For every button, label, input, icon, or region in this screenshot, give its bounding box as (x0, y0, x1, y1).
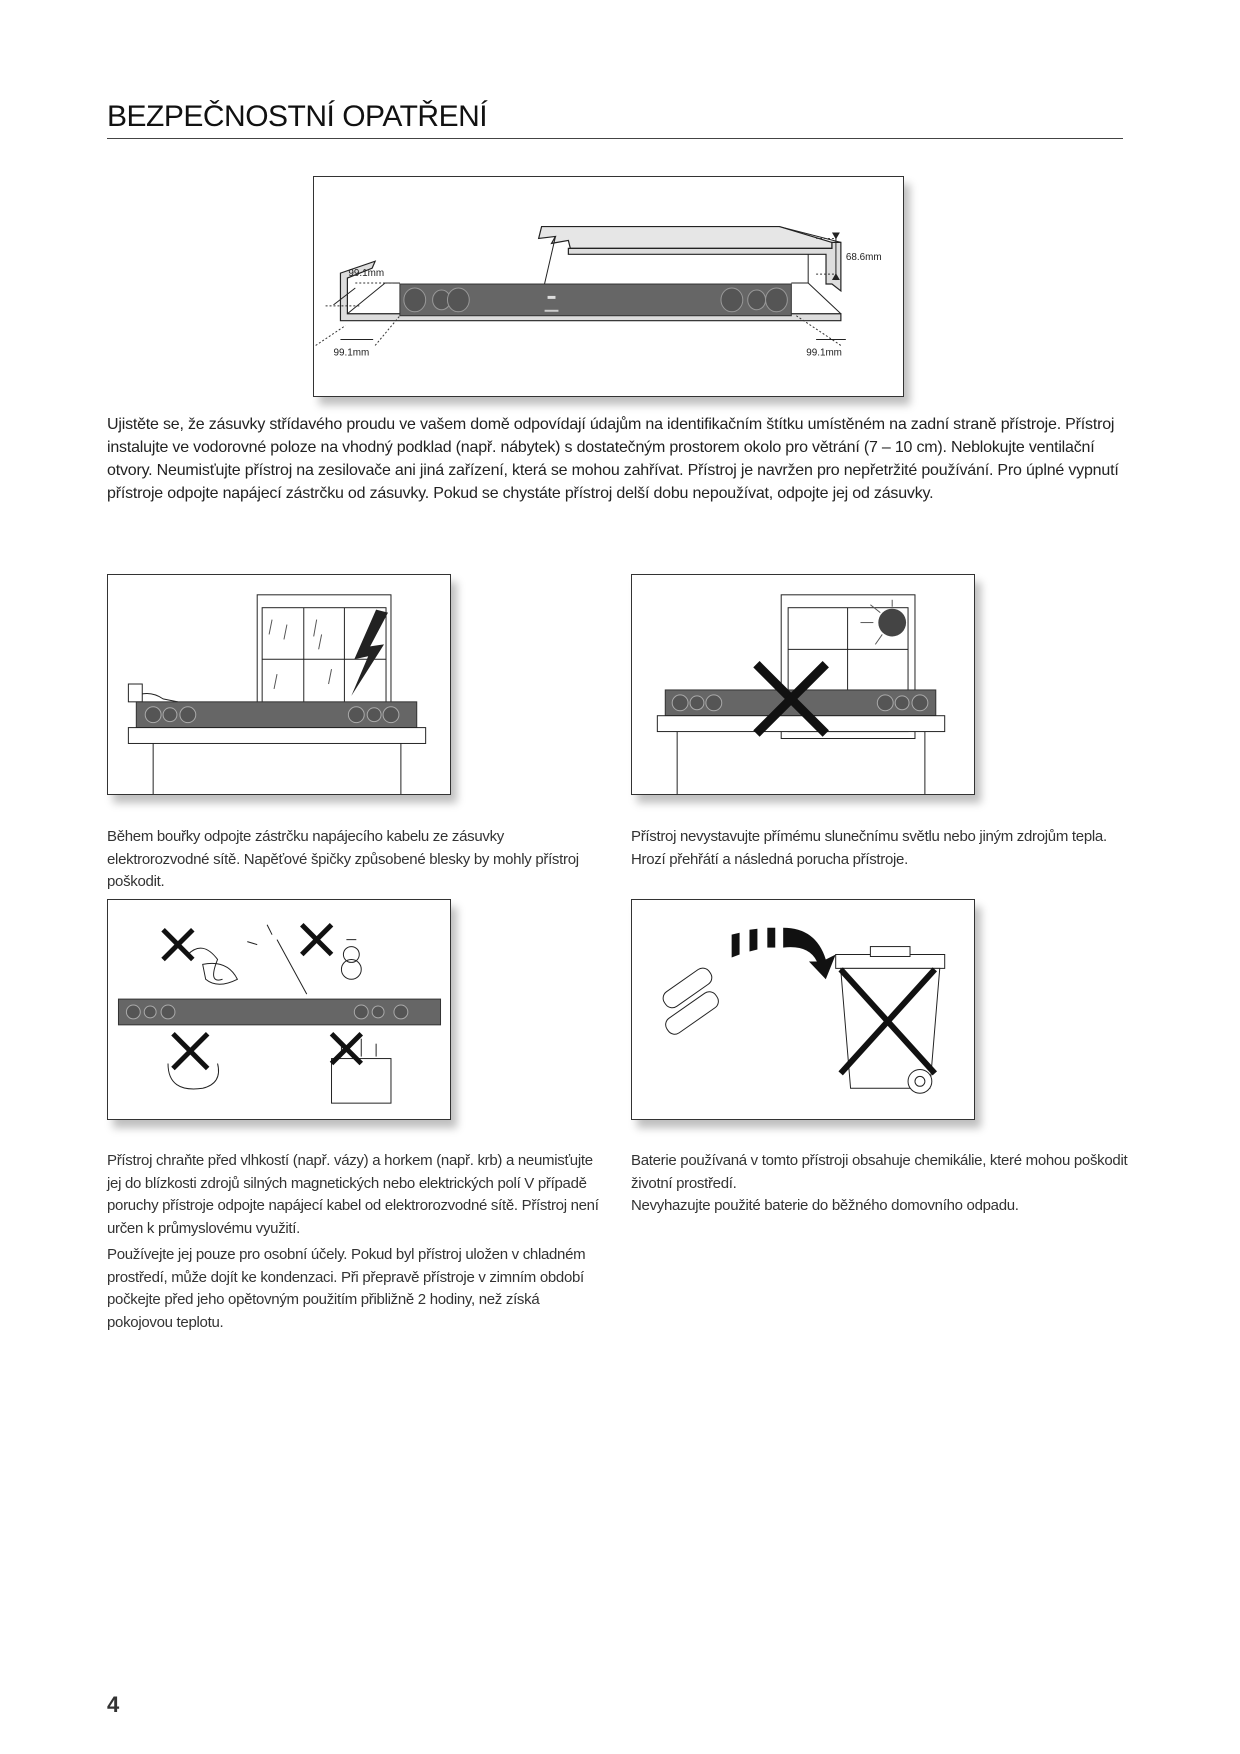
sunlight-caption: Přístroj nevystavujte přímému slunečnímu světlu nebo jiným zdrojům tepla. Hrozí přehřátí a následná porucha přístroje. (631, 828, 1107, 868)
installation-clearance-figure (313, 176, 904, 397)
page-title: BEZPEČNOSTNÍ OPATŘENÍ (107, 100, 488, 133)
battery-caption-p2: Nevyhazujte použité baterie do běžného domovního odpadu. (631, 1197, 1019, 1214)
battery-caption (631, 1150, 1131, 1222)
page-number: 4 (107, 1692, 120, 1717)
battery-caption-p1: Baterie používaná v tomto přístroji obsahuje chemikálie, které mohou poškodit životní prostředí. (631, 1152, 1128, 1192)
moisture-caption-p2: Používejte jej pouze pro osobní účely. Pokud byl přístroj uložen v chladném prostředí, může dojít ke kondenzaci. Při přepravě přístroje v zimním období počkejte před jeho opětovným použitím přibližně 2 hodiny, než získá pokojovou teplotu. (107, 1246, 586, 1331)
moisture-caption (107, 1150, 607, 1338)
moisture-heat-magnet-figure (107, 899, 451, 1120)
title-divider (107, 138, 1123, 139)
intro-paragraph: Ujistěte se, že zásuvky střídavého proudu ve vašem domě odpovídají údajům na identifikačním štítku umístěném na zadní straně přístroje. Přístroj instalujte ve vodorovné poloze na vhodný podklad (např. nábytek) s dostatečným prostorem okolo pro větrání (7 – 10 cm). Neblokujte ventilační otvory. Neumisťujte přístroj na zesilovače ani jiná zařízení, která se mohou zahřívat. Přístroj je navržen pro nepřetržité používání. Pro úplné vypnutí přístroje odpojte napájecí zástrčku od zásuvky. Pokud se chystáte přístroj delší dobu nepoužívat, odpojte jej od zásuvky. (107, 416, 1119, 502)
battery-disposal-figure (631, 899, 975, 1120)
dim-top-right: 68.6mm (845, 252, 882, 264)
dim-left-top: 99.1mm (348, 268, 385, 280)
dim-left-bottom: 99.1mm (333, 347, 370, 359)
sunlight-figure (631, 574, 975, 795)
storm-figure (107, 574, 451, 795)
storm-caption: Během bouřky odpojte zástrčku napájecího kabelu ze zásuvky elektrorozvodné sítě. Napěťové špičky způsobené blesky by mohly přístroj poškodit. (107, 828, 579, 890)
moisture-caption-p1: Přístroj chraňte před vlhkostí (např. vázy) a horkem (např. krb) a neumisťujte jej do blízkosti zdrojů silných magnetických nebo elektrických polí V případě poruchy přístroje odpojte napájecí kabel od elektrorozvodné sítě. Přístroj není určen k průmyslovému využití. (107, 1152, 599, 1237)
dim-right-bottom: 99.1mm (806, 347, 842, 359)
